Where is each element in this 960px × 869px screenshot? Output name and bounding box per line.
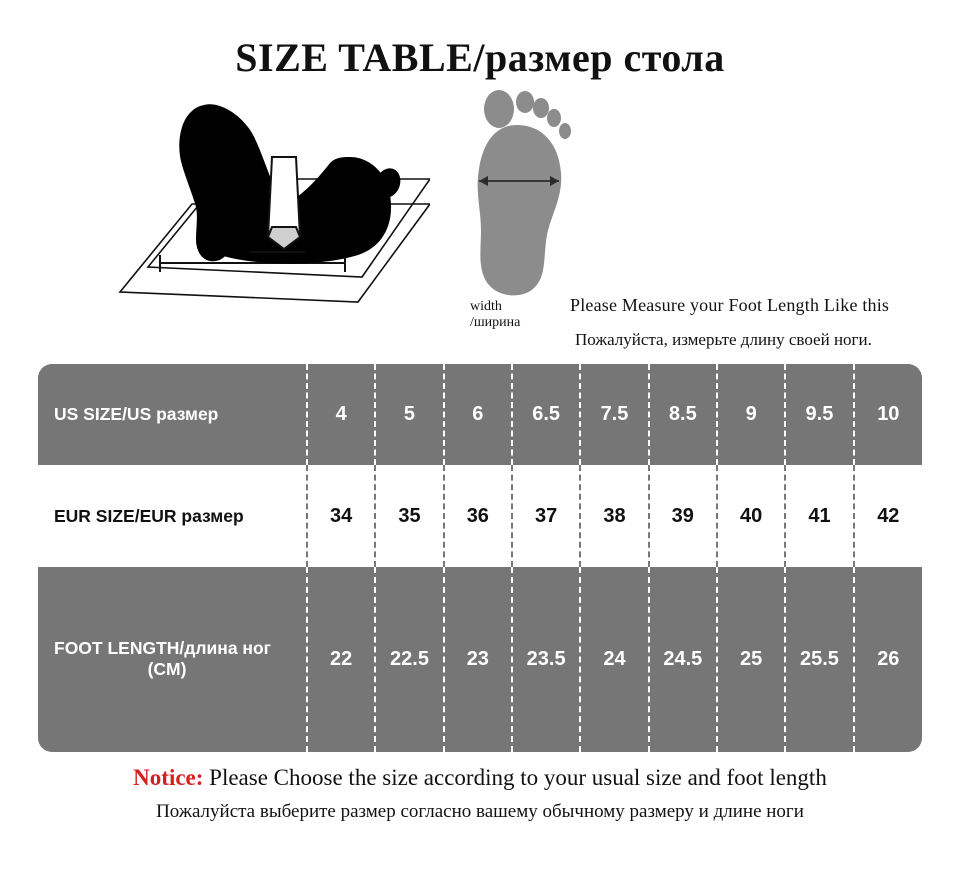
foot-measuring-illustration <box>100 87 430 317</box>
row-label-foot-length <box>38 567 307 752</box>
cell-len-2: 23 <box>444 567 512 752</box>
table-row <box>38 567 922 752</box>
notice-block <box>0 765 960 823</box>
measure-instruction-en: Please Measure your Foot Length Like this <box>570 295 890 315</box>
row-label-eur: EUR SIZE/EUR размер <box>54 505 244 526</box>
cell-eur-4: 38 <box>580 465 648 566</box>
row-label-foot-length-main: FOOT LENGTH/длина ног <box>54 638 271 659</box>
cell-len-1: 22.5 <box>375 567 443 752</box>
cell-len-8: 26 <box>854 567 922 752</box>
notice-line-en <box>0 765 960 791</box>
cell-eur-5: 39 <box>649 465 717 566</box>
width-label <box>470 299 520 331</box>
cell-len-0: 22 <box>307 567 375 752</box>
cell-eur-1: 35 <box>375 465 443 566</box>
notice-text-ru: Пожалуйста выберите размер согласно вашему обычному размеру и длине ноги <box>156 801 804 822</box>
cell-eur-8: 42 <box>854 465 922 566</box>
row-label-foot-length-unit: (CM) <box>147 659 187 680</box>
cell-len-6: 25 <box>717 567 785 752</box>
cell-us-5: 8.5 <box>649 364 717 465</box>
illustration-band <box>0 87 960 349</box>
cell-eur-0: 34 <box>307 465 375 566</box>
size-table <box>38 364 922 752</box>
table-row <box>38 364 922 465</box>
cell-eur-6: 40 <box>717 465 785 566</box>
cell-us-0: 4 <box>307 364 375 465</box>
cell-us-6: 9 <box>717 364 785 465</box>
notice-keyword: Notice: <box>133 765 204 790</box>
row-label-us: US SIZE/US размер <box>54 404 219 425</box>
cell-us-4: 7.5 <box>580 364 648 465</box>
cell-len-5: 24.5 <box>649 567 717 752</box>
page-title: SIZE TABLE/размер стола <box>235 35 725 80</box>
cell-len-7: 25.5 <box>785 567 853 752</box>
width-label-ru: /ширина <box>470 315 521 331</box>
cell-us-2: 6 <box>444 364 512 465</box>
table-row <box>38 465 922 566</box>
cell-len-3: 23.5 <box>512 567 580 752</box>
cell-us-3: 6.5 <box>512 364 580 465</box>
cell-us-1: 5 <box>375 364 443 465</box>
measure-instruction-ru: Пожалуйста, измерьте длину своей ноги. <box>575 330 872 349</box>
width-label-en: width <box>470 299 502 314</box>
cell-eur-7: 41 <box>785 465 853 566</box>
cell-us-7: 9.5 <box>785 364 853 465</box>
cell-us-8: 10 <box>854 364 922 465</box>
cell-eur-2: 36 <box>444 465 512 566</box>
size-table-container <box>38 364 922 752</box>
notice-text-en: Please Choose the size according to your usual size and foot length <box>203 765 827 790</box>
sole-width-illustration <box>455 87 595 312</box>
cell-eur-3: 37 <box>512 465 580 566</box>
cell-len-4: 24 <box>580 567 648 752</box>
